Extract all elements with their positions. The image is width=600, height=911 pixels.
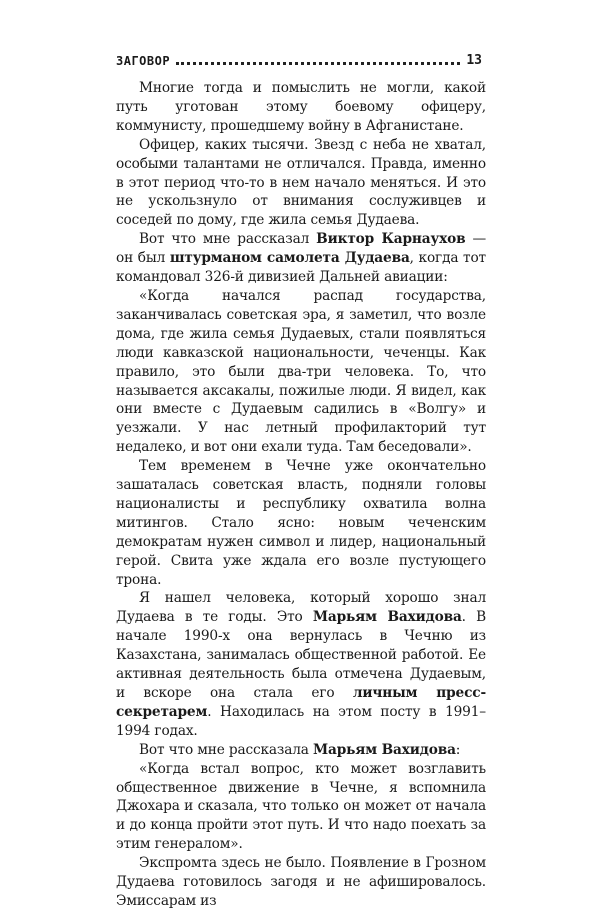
paragraph-text: . В начале 1990-х она вернулась в Чечню из Казахстана, занималась общественной работой. Ее активная деятельность была отмечена Дудаевым, и вскоре она стала его [116, 609, 486, 701]
paragraph: Экспромта здесь не было. Появление в Грозном Дудаева готовилось загодя и не афишировалось. Эмиссарам из [116, 855, 486, 909]
running-header [116, 46, 482, 68]
highlighted-role: штурманом самолета Дудаева [169, 250, 410, 267]
dot-leader [176, 62, 460, 65]
paragraph: Тем временем в Чечне уже окончательно зашаталась советская власть, подняли головы националисты и республику охватила волна митингов. Стало ясно: новым чеченским демократам нужен символ и лидер, национальный герой. Свита уже ждала его возле пустующего трона. [116, 458, 486, 588]
highlighted-name: Марьям Вахидова [313, 741, 456, 758]
chapter-title: ЗАГОВОР [116, 54, 171, 68]
paragraph: Офицер, каких тысячи. Звезд с неба не хватал, особыми талантами не отличался. Правда, именно в этот период что-то в нем начало меняться. И это не ускользнуло от внимания сослуживцев и соседей по дому, где жила семья Дудаева. [116, 136, 486, 229]
body-text [116, 79, 486, 911]
paragraph-text: : [455, 741, 461, 758]
paragraph-text: , когда тот командовал 326-й дивизией Дальней авиации: [116, 250, 486, 286]
highlighted-role: личным пресс-секретарем [116, 685, 486, 720]
quote-paragraph: «Когда начался распад государства, заканчивалась советская эра, я заметил, что возле дома, где жила семья Дудаевых, стали появляться люди кавказской национальности, чеченцы. Как правило, это были два-три человека. То, что называется аксакалы, пожилые люди. Я видел, как они вместе с Дудаевым садились в «Волгу» и уезжали. У нас летный профилакторий тут недалеко, и вот они ехали туда. Там беседовали». [116, 287, 486, 456]
paragraph: Многие тогда и помыслить не могли, какой путь уготован этому боевому офицеру, коммунисту, прошедшему войну в Афганистане. [116, 80, 486, 134]
highlighted-name: Марьям Вахидова [312, 609, 462, 626]
paragraph [116, 589, 486, 740]
paragraph-text: Вот что мне рассказал [139, 231, 317, 248]
paragraph-text: . Находилась на этом посту в 1991–1994 годах. [116, 703, 486, 739]
quote-paragraph: «Когда встал вопрос, кто может возглавить общественное движение в Чечне, я вспомнила Джохара и сказала, что только он может от начала и до конца пройти этот путь. И что надо поехать за этим генералом». [116, 760, 486, 853]
paragraph-text: Я нашел человека, который хорошо знал Дудаева в те годы. Это [116, 590, 486, 626]
highlighted-name: Виктор Карнаухов [316, 231, 466, 248]
page-number: 13 [466, 53, 482, 68]
paragraph [116, 230, 486, 287]
paragraph-text: — он был [116, 231, 486, 267]
paragraph-text: Вот что мне рассказала [139, 741, 314, 758]
paragraph [116, 741, 486, 760]
